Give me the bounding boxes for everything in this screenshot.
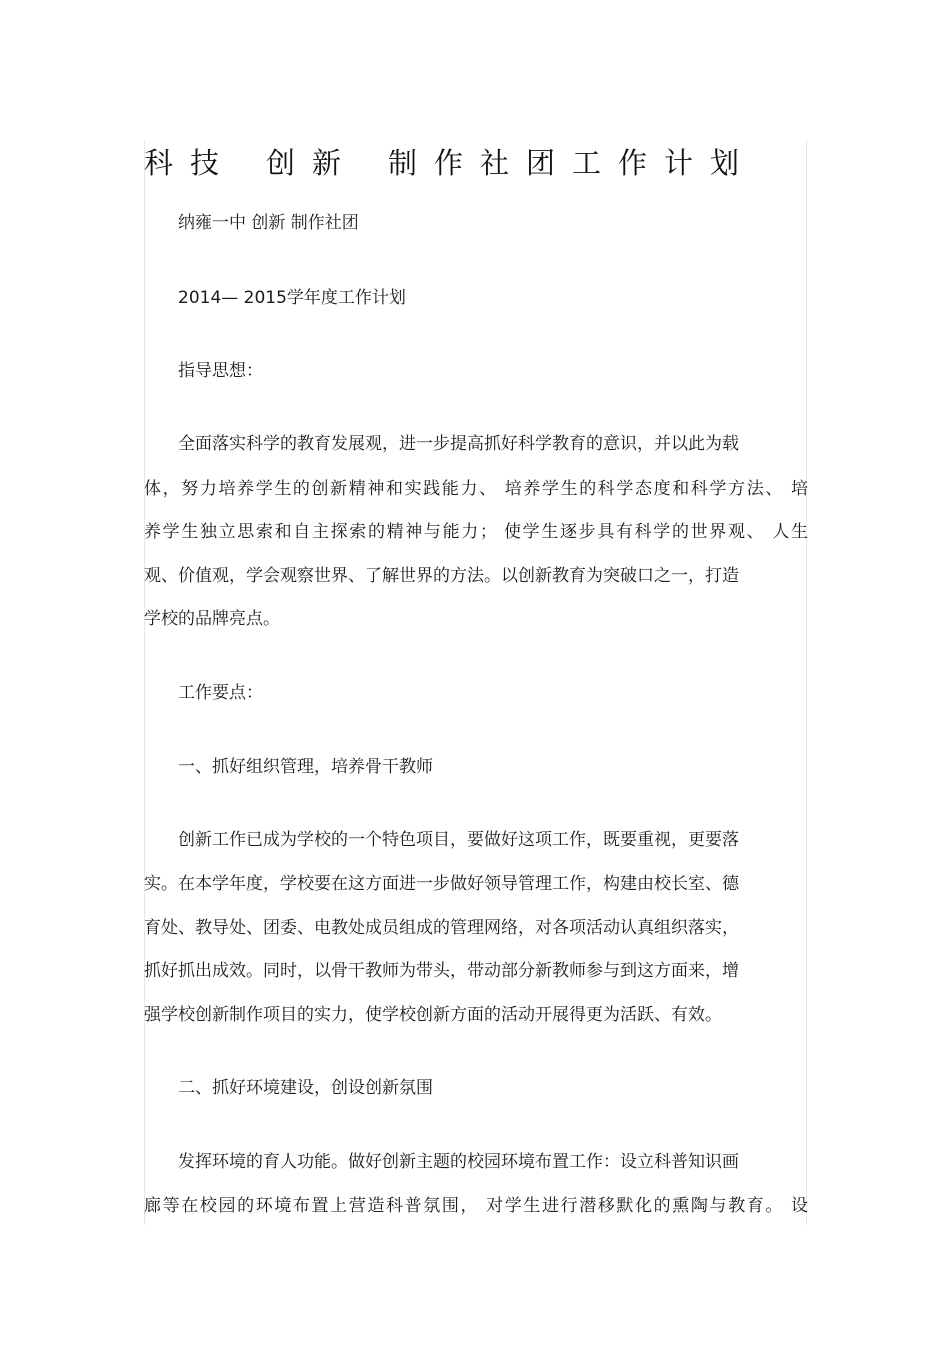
paragraph-1-line-4: 观、价值观，学会观察世界、了解世界的方法。以创新教育为突破口之一，打造	[144, 566, 739, 586]
paragraph-2-line-5: 强学校创新制作项目的实力，使学校创新方面的活动开展得更为活跃、有效。	[144, 1005, 722, 1025]
paragraph-1-line-2: 体，努力培养学生的创新精神和实践能力、 培养学生的科学态度和科学方法、 培	[144, 479, 808, 499]
title-part-2: 创新	[266, 145, 359, 180]
key-points-heading: 工作要点：	[178, 683, 263, 703]
year-plan-line: 2014— 2015学年度工作计划	[178, 288, 406, 308]
document-title	[144, 137, 806, 185]
paragraph-2-line-2: 实。在本学年度，学校要在这方面进一步做好领导管理工作，构建由校长室、德	[144, 874, 739, 894]
paragraph-1-line-3: 养学生独立思索和自主探索的精神与能力； 使学生逐步具有科学的世界观、 人生	[144, 522, 808, 542]
paragraph-1-line-1: 全面落实科学的教育发展观，进一步提高抓好科学教育的意识，并以此为载	[178, 434, 739, 454]
title-part-1: 科技	[144, 145, 237, 180]
paragraph-1-line-5: 学校的品牌亮点。	[144, 609, 280, 629]
section-2-heading: 二、抓好环境建设，创设创新氛围	[178, 1078, 433, 1098]
guiding-thought-heading: 指导思想：	[178, 361, 263, 381]
paragraph-2-line-3: 育处、教导处、团委、电教处成员组成的管理网络，对各项活动认真组织落实，	[144, 918, 739, 938]
paragraph-2-line-4: 抓好抓出成效。同时，以骨干教师为带头，带动部分新教师参与到这方面来，增	[144, 961, 739, 981]
section-1-heading: 一、抓好组织管理，培养骨干教师	[178, 757, 433, 777]
paragraph-3-line-1: 发挥环境的育人功能。做好创新主题的校园环境布置工作：设立科普知识画	[178, 1152, 739, 1172]
paragraph-3-line-2: 廊等在校园的环境布置上营造科普氛围， 对学生进行潜移默化的熏陶与教育。 设	[144, 1196, 808, 1216]
title-part-3: 制作社团工作计划	[388, 145, 757, 180]
organization-line: 纳雍一中 创新 制作社团	[178, 213, 359, 233]
paragraph-2-line-1: 创新工作已成为学校的一个特色项目，要做好这项工作，既要重视，更要落	[178, 830, 739, 850]
